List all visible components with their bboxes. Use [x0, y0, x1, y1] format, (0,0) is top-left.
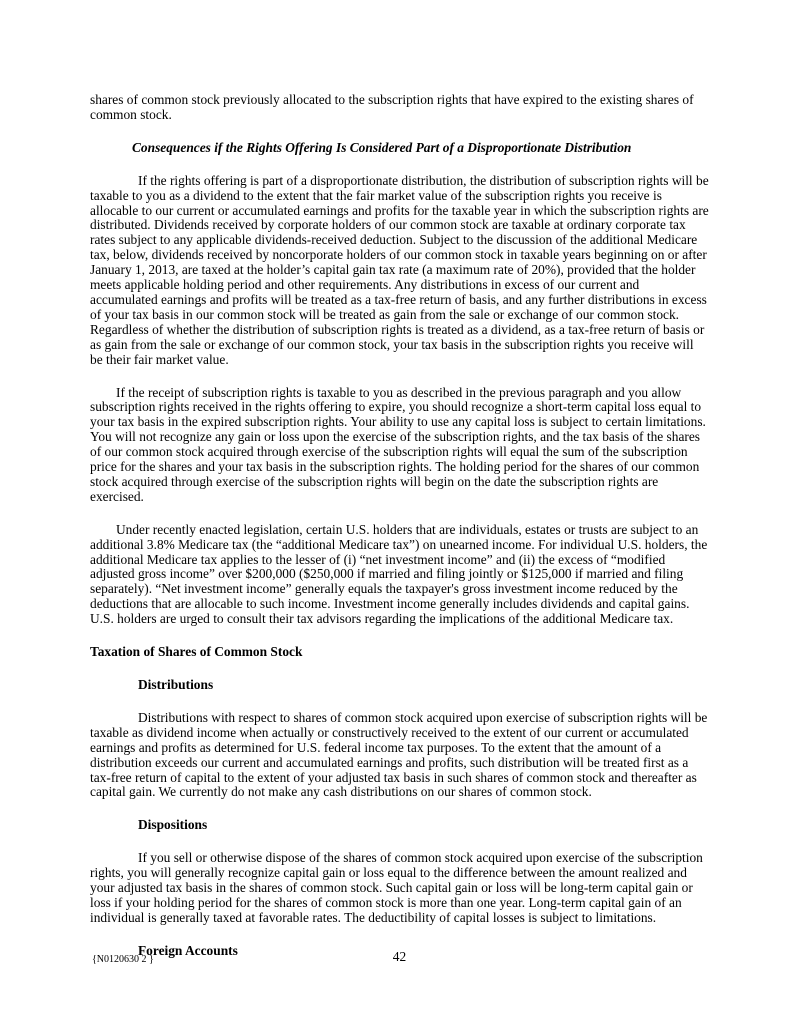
document-content	[90, 93, 709, 977]
footer-document-id: {N0120630 2 }	[92, 954, 154, 965]
heading-distributions: Distributions	[138, 677, 214, 692]
heading-foreign-accounts: Foreign Accounts	[138, 942, 238, 958]
paragraph-dispositions: If you sell or otherwise dispose of the shares of common stock acquired upon exercise of the subscription rights, you will generally recognize capital gain or loss equal to the difference between the amount realized and your adjusted tax basis in the shares of common stock. Such capital gain or loss will be long-term capital gain or loss if your holding period for the shares of common stock is more than one year. Long-term capital gain of an individual is generally taxed at favorable rates. The deductibility of capital losses is subject to limitations.	[90, 850, 703, 925]
paragraph-distributions: Distributions with respect to shares of common stock acquired upon exercise of subscription rights will be taxable as dividend income when actually or constructively received to the extent of our current or accumulated earnings and profits as determined for U.S. federal income tax purposes. To the extent that the amount of a distribution exceeds our current and accumulated earnings and profits, such distribution will be treated first as a tax-free return of capital to the extent of your adjusted tax basis in such shares of common stock and thereafter as capital gain. We currently do not make any cash distributions on our shares of common stock.	[90, 709, 708, 800]
paragraph-medicare-tax: Under recently enacted legislation, certain U.S. holders that are individuals, estates or trusts are subject to an additional 3.8% Medicare tax (the “additional Medicare tax”) on unearned income. For individual U.S. holders, the additional Medicare tax applies to the lesser of (i) “net investment income” and (ii) the excess of “modified adjusted gross income” over $200,000 ($250,000 if married and filing jointly or $125,000 if married and filing separately). “Net investment income” generally equals the taxpayer's gross investment income reduced by the deductions that are allocable to such income. Investment income generally includes dividends and capital gains. U.S. holders are urged to consult their tax advisors regarding the implications of the additional Medicare tax.	[90, 521, 708, 627]
heading-dispositions: Dispositions	[138, 817, 208, 833]
paragraph-rights-expiration: If the receipt of subscription rights is taxable to you as described in the previous paragraph and you allow subscription rights received in the rights offering to expire, you should recognize a short-term capital loss equal to your tax basis in the expired subscription rights. Your ability to use any capital loss is subject to certain limitations. You will not recognize any gain or loss upon the exercise of the subscription rights, and the tax basis of the shares of our common stock acquired through exercise of the subscription rights will equal the sum of the subscription price for the shares and your tax basis in the subscription rights. The holding period for the shares of our common stock acquired through exercise of the subscription rights will begin on the date the subscription rights are exercised.	[90, 384, 706, 504]
page-number: 42	[392, 949, 407, 964]
paragraph-disproportionate-distribution: If the rights offering is part of a disproportionate distribution, the distribution of subscription rights will be taxable to you as a dividend to the extent that the fair market value of the subscription rights you receive is allocable to our current or accumulated earnings and profits for the taxable year in which the subscription rights are distributed. Dividends received by corporate holders of our common stock are taxable at ordinary corporate tax rates subject to any applicable dividends-received deduction. Subject to the discussion of the additional Medicare tax, below, dividends received by noncorporate holders of our common stock in taxable years beginning on or after January 1, 2013, are taxed at the holder’s capital gain tax rate (a maximum rate of 20%), provided that the holder meets applicable holding period and other requirements. Any distributions in excess of our current and accumulated earnings and profits will be treated as a tax-free return of basis, and any further distributions in excess of your tax basis in our common stock will be treated as gain from the sale or exchange of our common stock. Regardless of whether the distribution of subscription rights is treated as a dividend, as a tax-free return of basis or as gain from the sale or exchange of our common stock, your tax basis in the subscription rights you receive will be their fair market value.	[90, 172, 709, 367]
heading-disproportionate-distribution: Consequences if the Rights Offering Is Considered Part of a Disproportionate Distribution	[132, 139, 632, 155]
paragraph-continuation: shares of common stock previously allocated to the subscription rights that have expired to the existing shares of common stock.	[90, 92, 694, 122]
heading-taxation-of-shares: Taxation of Shares of Common Stock	[90, 644, 303, 660]
